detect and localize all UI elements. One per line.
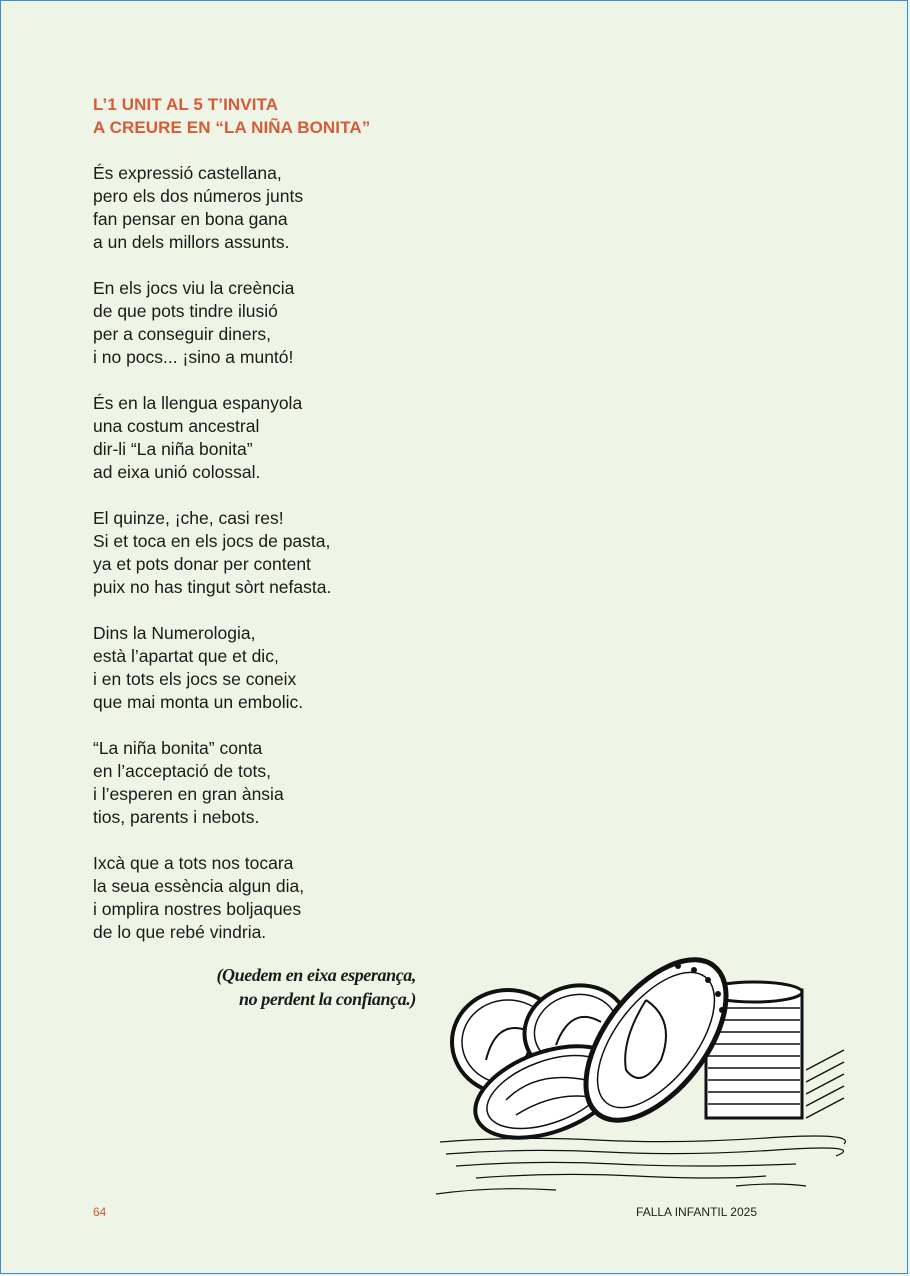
verse-line: i en tots els jocs se coneix xyxy=(93,669,297,689)
verse-line: pero els dos números junts xyxy=(93,186,304,206)
verse-line: És expressió castellana, xyxy=(93,163,282,183)
stanza xyxy=(93,507,331,599)
verse-line: a un dels millors assunts. xyxy=(93,232,290,252)
verse-line: que mai monta un embolic. xyxy=(93,692,304,712)
page-number: 64 xyxy=(93,1205,107,1219)
verse-line: fan pensar en bona gana xyxy=(93,209,288,229)
verse-line: la seua essència algun dia, xyxy=(93,876,305,896)
verse-line: ya et pots donar per content xyxy=(93,554,311,574)
closing-line-1: (Quedem en eixa esperança, xyxy=(216,965,416,985)
verse-line: i omplira nostres boljaques xyxy=(93,899,302,919)
verse-line: Dins la Numerologia, xyxy=(93,623,256,643)
verse-line: i no pocs... ¡sino a muntó! xyxy=(93,347,294,367)
verse-line: de que pots tindre ilusió xyxy=(93,301,278,321)
closing-line-2: no perdent la confiança.) xyxy=(239,989,416,1009)
verse-line: ad eixa unió colossal. xyxy=(93,462,261,482)
title-line-1: L’1 UNIT AL 5 T’INVITA xyxy=(93,95,279,114)
poem-title xyxy=(93,93,370,139)
poem-body xyxy=(93,162,331,967)
verse-line: i l’esperen en gran ànsia xyxy=(93,784,284,804)
verse-line: És en la llengua espanyola xyxy=(93,393,303,413)
verse-line: una costum ancestral xyxy=(93,416,260,436)
verse-line: per a conseguir diners, xyxy=(93,324,272,344)
verse-line: puix no has tingut sòrt nefasta. xyxy=(93,577,332,597)
title-line-2: A CREURE EN “LA NIÑA BONITA” xyxy=(93,118,371,137)
verse-line: Si et toca en els jocs de pasta, xyxy=(93,531,331,551)
verse-line: tios, parents i nebots. xyxy=(93,807,260,827)
publication-name: FALLA INFANTIL 2025 xyxy=(636,1205,757,1219)
stanza xyxy=(93,392,331,484)
verse-line: està l’apartat que et dic, xyxy=(93,646,279,666)
verse-line: de lo que rebé vindria. xyxy=(93,922,267,942)
stanza xyxy=(93,852,331,944)
verse-line: En els jocs viu la creència xyxy=(93,278,295,298)
stanza xyxy=(93,162,331,254)
verse-line: en l’acceptació de tots, xyxy=(93,761,272,781)
stanza xyxy=(93,277,331,369)
verse-line: Ixcà que a tots nos tocara xyxy=(93,853,294,873)
verse-line: El quinze, ¡che, casi res! xyxy=(93,508,284,528)
closing-couplet xyxy=(216,963,416,1011)
verse-line: dir-li “La niña bonita” xyxy=(93,439,253,459)
verse-line: “La niña bonita” conta xyxy=(93,738,263,758)
coins-illustration xyxy=(436,950,848,1200)
stanza xyxy=(93,737,331,829)
stanza xyxy=(93,622,331,714)
